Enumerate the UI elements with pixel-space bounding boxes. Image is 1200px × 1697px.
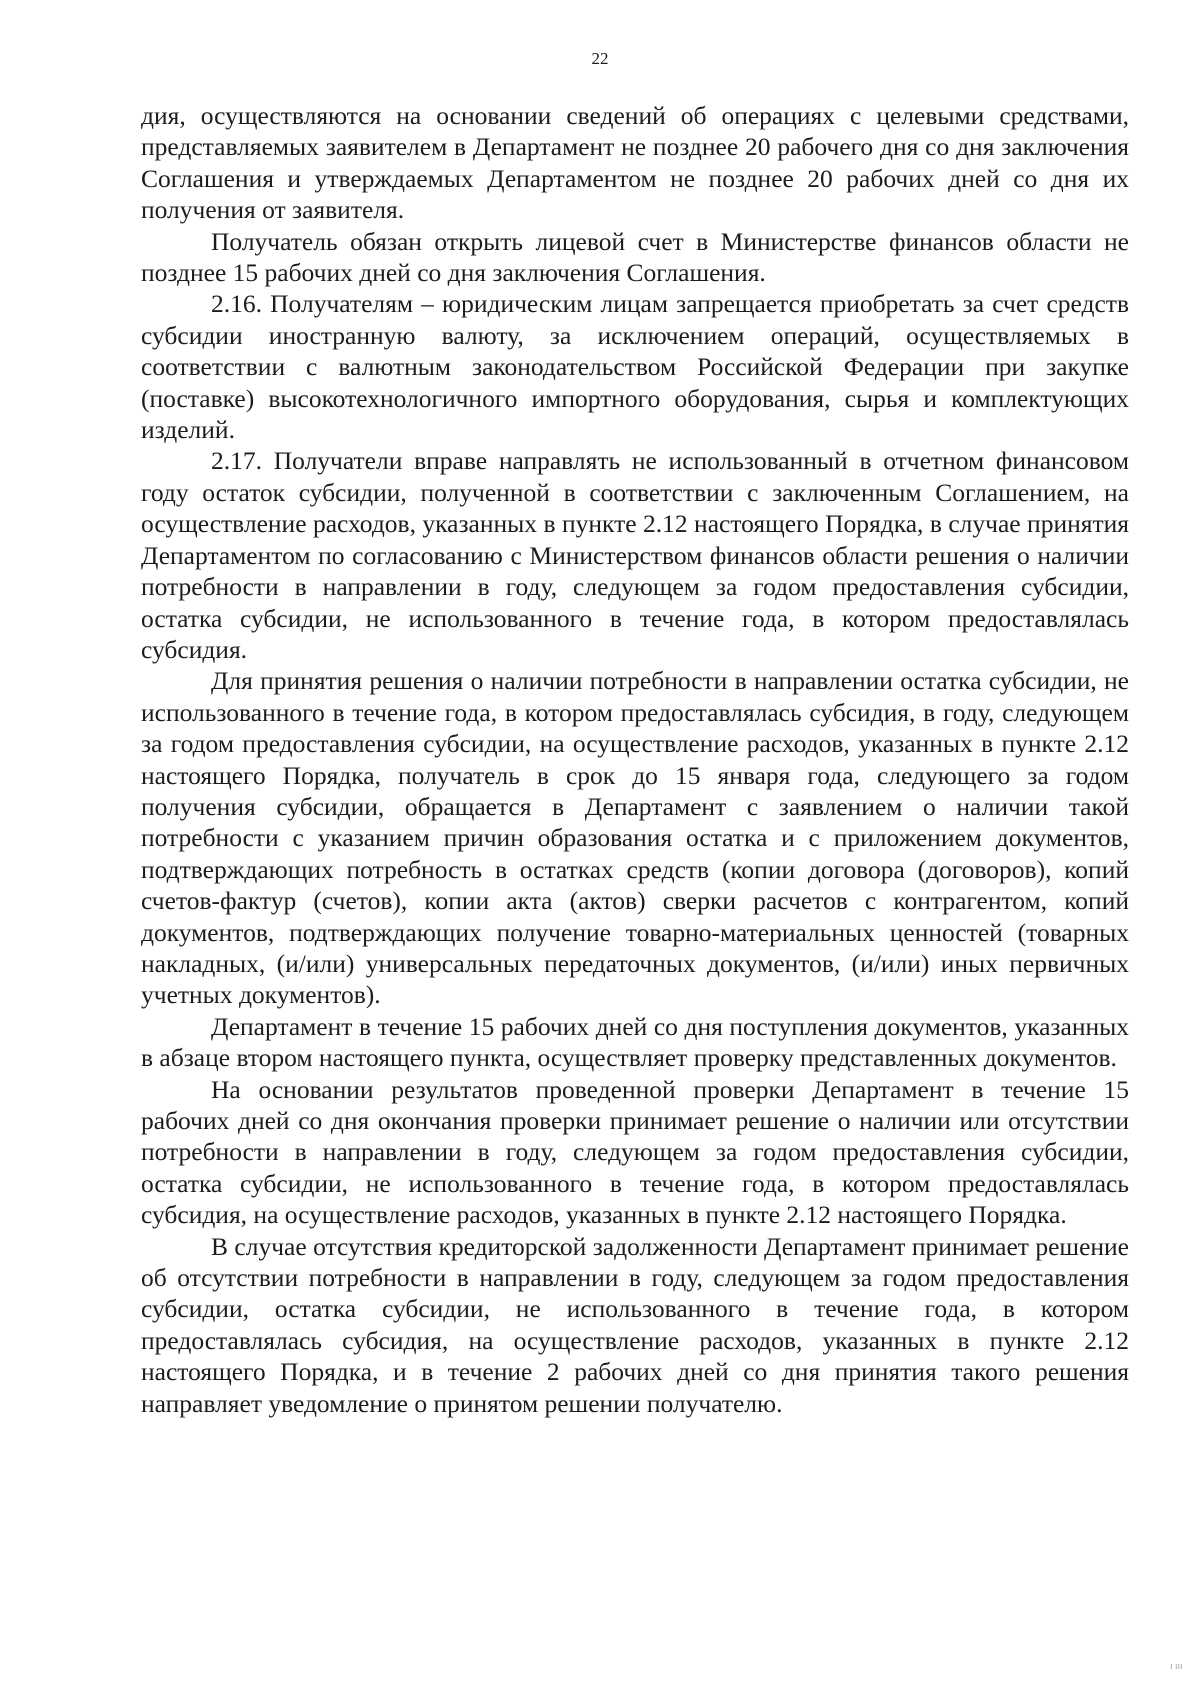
scan-margin-mark: ı ııı: [1170, 1661, 1183, 1671]
paragraph-personal-account: Получатель обязан открыть лицевой счет в Министерстве финансов области не позднее 15 рабочих дней со дня заключения Соглашения.: [141, 226, 1129, 288]
paragraph-document-review: Департамент в течение 15 рабочих дней со дня поступления документов, указанных в абзаце втором настоящего пункта, осуществляет проверку представленных документов.: [141, 1011, 1129, 1073]
paragraph-continuation: дия, осуществляются на основании сведений об операциях с целевыми средствами, представляемых заявителем в Департамент не позднее 20 рабочего дня со дня заключения Соглашения и утверждаемых Департаментом не позднее 20 рабочих дней со дня их получения от заявителя.: [141, 101, 1129, 225]
paragraph-clause-2-16: 2.16. Получателям – юридическим лицам запрещается приобретать за счет средств субсидии иностранную валюту, за исключением операций, осуществляемых в соответствии с валютным законодательством Российской Федерации при закупке (поставке) высокотехнологичного импортного оборудования, сырья и комплектующих изделий.: [141, 289, 1129, 445]
document-body: [141, 100, 1129, 1419]
paragraph-application-procedure: Для принятия решения о наличии потребности в направлении остатка субсидии, не использованного в течение года, в котором предоставлялась субсидия, в году, следующем за годом предоставления субсидии, на осуществление расходов, указанных в пункте 2.12 настоящего Порядка, получатель в срок до 15 января года, следующего за годом получения субсидии, обращается в Департамент с заявлением о наличии такой потребности с указанием причин образования остатка и с приложением документов, подтверждающих потребность в остатках средств (копии договора (договоров), копий счетов-фактур (счетов), копии акта (актов) сверки расчетов с контрагентом, копий документов, подтверждающих получение товарно-материальных ценностей (товарных накладных, (и/или) универсальных передаточных документов, (и/или) иных первичных учетных документов).: [141, 666, 1129, 1010]
page-number: 22: [591, 49, 609, 68]
paragraph-review-decision: На основании результатов проведенной проверки Департамент в течение 15 рабочих дней со дня окончания проверки принимает решение о наличии или отсутствии потребности в направлении в году, следующем за годом предоставления субсидии, остатка субсидии, не использованного в течение года, в котором предоставлялась субсидия, на осуществление расходов, указанных в пункте 2.12 настоящего Порядка.: [141, 1074, 1129, 1230]
paragraph-no-payables-decision: В случае отсутствия кредиторской задолженности Департамент принимает решение об отсутствии потребности в направлении в году, следующем за годом предоставления субсидии, остатка субсидии, не использованного в течение года, в котором предоставлялась субсидия, на осуществление расходов, указанных в пункте 2.12 настоящего Порядка, и в течение 2 рабочих дней со дня принятия такого решения направляет уведомление о принятом решении получателю.: [141, 1231, 1129, 1418]
paragraph-clause-2-17: 2.17. Получатели вправе направлять не использованный в отчетном финансовом году остаток субсидии, полученной в соответствии с заключенным Соглашением, на осуществление расходов, указанных в пункте 2.12 настоящего Порядка, в случае принятия Департаментом по согласованию с Министерством финансов области решения о наличии потребности в направлении в году, следующем за годом предоставления субсидии, остатка субсидии, не использованного в течение года, в котором предоставлялась субсидия.: [141, 446, 1129, 664]
